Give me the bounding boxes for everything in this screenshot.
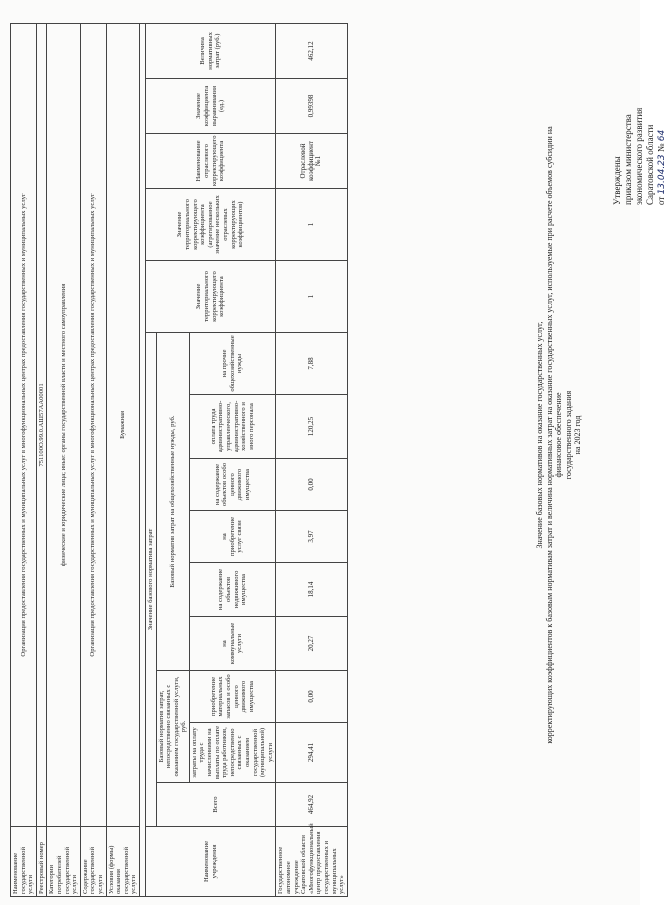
info-label: Содержание государственной услуги: [80, 827, 106, 897]
column-header: затраты на оплату труда с начислениями на выплаты по оплате труда работников, непосредственно связанных с оказанием государственной (муниципальной) услуги: [189, 723, 276, 783]
value-cell: 120,25: [276, 395, 347, 459]
column-header: приобретение материальных запасов и особо ценного движимого имущества: [189, 671, 276, 723]
header-rows: [145, 23, 276, 896]
value-cell: 7,88: [276, 333, 347, 395]
header-row: [145, 23, 156, 896]
info-value: Бумажная: [106, 23, 139, 826]
header-base-norm: Значение базового норматива затрат: [145, 333, 156, 827]
approval-number: 64: [657, 129, 667, 142]
normative-table: [10, 23, 348, 897]
normative-cell: 462,12: [276, 23, 347, 78]
column-header: на коммунальные услуги: [189, 617, 276, 671]
info-row: [47, 23, 80, 896]
approval-date: 13.04.23: [657, 154, 667, 195]
value-cell: 18,14: [276, 563, 347, 617]
column-header: на содержание объектов особо ценного движимого имущества: [189, 459, 276, 511]
territorial-cell: 1: [276, 261, 347, 333]
approval-line: Утверждены: [612, 156, 622, 205]
info-row: [80, 23, 106, 896]
column-header: оплата труда административно-управленческого, административно-хозяйственного и иного персонала: [189, 395, 276, 459]
header-total: Всего: [156, 783, 276, 827]
approval-block: [612, 15, 668, 205]
info-value: физические и юридические лица; иные: органы государственной власти и местного самоуправления: [47, 23, 80, 826]
data-rows: [276, 23, 347, 896]
value-cell: 0,00: [276, 671, 347, 723]
info-label: Категории потребителей государственной услуги: [47, 827, 80, 897]
info-label: Реестровый номер: [36, 827, 47, 897]
info-label: Наименование государственной услуги: [11, 827, 37, 897]
header-terr-corr: Значение территориального корректирующего коэффициента (агрегированное значение нескольких отраслевых корректирующих коэффициентов): [145, 189, 276, 261]
header-direct: Базовый норматив затрат, непосредственно связанных с оказанием государственной услуги, руб.: [156, 671, 189, 783]
terr-corr-cell: 1: [276, 189, 347, 261]
header-normative: Величина нормативных затрат (руб.): [145, 23, 276, 78]
approval-line: приказом министерства: [623, 114, 633, 205]
info-row: [36, 23, 47, 896]
header-industry-name: Наименование отраслевого корректирующего коэффициента: [145, 134, 276, 189]
info-value: Организация предоставления государственных и муниципальных услуг в многофункциональных центрах предоставления государственных и муниципальных услуг: [11, 23, 37, 826]
column-header: на прочие общехозяйственные нужды: [189, 333, 276, 395]
approval-line: Саратовской области: [645, 124, 655, 205]
heading-line: государственного задания: [563, 390, 573, 480]
value-cell: 294,41: [276, 723, 347, 783]
header-general: Базовый норматив затрат на общехозяйственные нужды, руб.: [156, 333, 189, 671]
heading-line: на 2023 год: [573, 415, 582, 455]
approval-line: экономического развития: [634, 107, 644, 205]
approval-date-line: [656, 15, 668, 205]
value-cell: 20,27: [276, 617, 347, 671]
heading-line: Значение базовых нормативов на оказание государственных услуг,: [535, 321, 544, 549]
header-territorial: Значение территориального корректирующего коэффициента: [145, 261, 276, 333]
approval-date-prefix: от: [656, 196, 666, 205]
table-row: [276, 23, 347, 896]
header-org: Наименование учреждения: [145, 827, 276, 897]
info-row: [11, 23, 37, 896]
heading-line: корректирующих коэффициентов к базовым нормативам затрат и величина нормативных затрат на оказание государственных услуг, используемые при расчете объемов субсидии на финансовое обеспечение: [544, 126, 563, 744]
info-row: [106, 23, 139, 896]
info-value: 751100О.99.0.АШ57АА00001: [36, 23, 47, 826]
header-industry-value: Значение коэффициента выравнивания (ед.): [145, 79, 276, 134]
total-cell: 464,92: [276, 783, 347, 827]
column-header: на приобретение услуг связи: [189, 511, 276, 563]
industry-value-cell: 0,99398: [276, 79, 347, 134]
industry-name-cell: Отраслевой коэффициент №1: [276, 134, 347, 189]
info-rows: [11, 23, 146, 896]
org-name-cell: Государственное автономное учреждение Саратовской области «Многофункциональный центр предоставления государственных и муниципальных услуг»: [276, 827, 347, 897]
info-label: Условия (формы) оказания государственной услуги: [106, 827, 139, 897]
document-heading: [535, 115, 583, 755]
info-value: Организация предоставления государственных и муниципальных услуг в многофункциональных центрах предоставления государственных и муниципальных услуг: [80, 23, 106, 826]
value-cell: 3,97: [276, 511, 347, 563]
value-cell: 0,00: [276, 459, 347, 511]
column-header: на содержание объектов недвижимого имущества: [189, 563, 276, 617]
approval-number-label: №: [656, 143, 666, 153]
